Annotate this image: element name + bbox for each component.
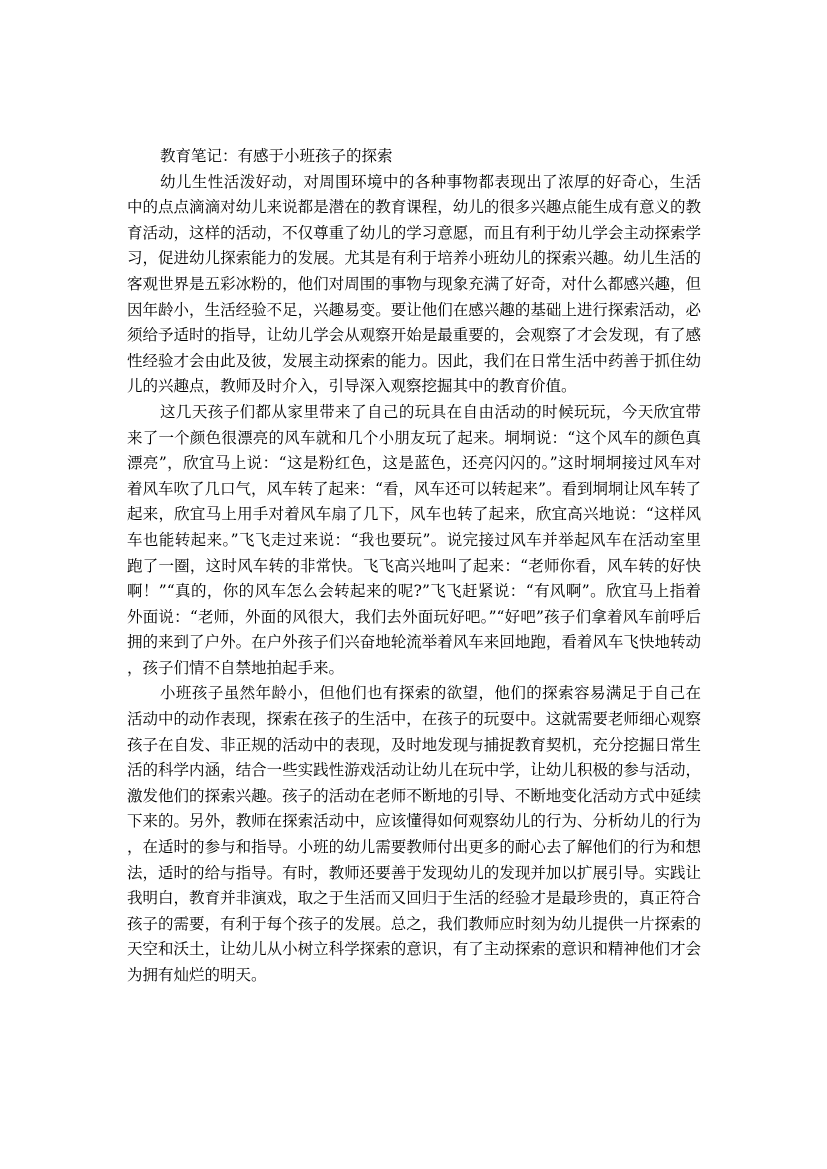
document-title: 教育笔记：有感于小班孩子的探索 [160,147,393,165]
paragraph-pinwheel-story: 这几天孩子们都从家里带来了自己的玩具在自由活动的时候玩玩，今天欣宜带来了一个颜色很漂亮的风车就和几个小朋友玩了起来。垌垌说：“这个风车的颜色真漂亮”，欣宜马上说：“这是粉红色，这是蓝色，还亮闪闪的。”这时垌垌接过风车对着风车吹了几口气，风车转了起来：“看，风车还可以转起来”。看到垌垌让风车转了起来，欣宜马上用手对着风车扇了几下，风车也转了起来，欣宜高兴地说：“这样风车也能转起来。”飞飞走过来说：“我也要玩”。说完接过风车并举起风车在活动室里跑了一圈，这时风车转的非常快。飞飞高兴地叫了起来：“老师你看，风车转的好快啊！”“真的，你的风车怎么会转起来的呢?”飞飞赶紧说：“有风啊”。欣宜马上指着外面说：“老师，外面的风很大，我们去外面玩好吧。”“好吧”孩子们拿着风车前呼后拥的来到了户外。在户外孩子们兴奋地轮流举着风车来回地跑，看着风车飞快地转动，孩子们情不自禁地拍起手来。 [127,402,701,677]
paragraph-reflection: 小班孩子虽然年龄小，但他们也有探索的欲望，他们的探索容易满足于自己在活动中的动作表现，探索在孩子的生活中，在孩子的玩耍中。这就需要老师细心观察孩子在自发、非正规的活动中的表现，及时地发现与捕捉教育契机，充分挖掘日常生活的科学内涵，结合一些实践性游戏活动让幼儿在玩中学，让幼儿积极的参与活动，激发他们的探索兴趣。孩子的活动在老师不断地的引导、不断地变化活动方式中延续下来的。另外，教师在探索活动中，应该懂得如何观察幼儿的行为、分析幼儿的行为，在适时的参与和指导。小班的幼儿需要教师付出更多的耐心去了解他们的行为和想法，适时的给与指导。有时，教师还要善于发现幼儿的发现并加以扩展引导。实践让我明白，教育并非演戏，取之于生活而又回归于生活的经验才是最珍贵的，真正符合孩子的需要，有利于每个孩子的发展。总之，我们教师应时刻为幼儿提供一片探索的天空和沃土，让幼儿从小树立科学探索的意识，有了主动探索的意识和精神他们才会为拥有灿烂的明天。 [127,684,701,984]
paragraph-intro: 幼儿生性活泼好动，对周围环境中的各种事物都表现出了浓厚的好奇心，生活中的点点滴滴对幼儿来说都是潜在的教育课程，幼儿的很多兴趣点能生成有意义的教育活动，这样的活动，不仅尊重了幼儿的学习意愿，而且有利于幼儿学会主动探索学习，促进幼儿探索能力的发展。尤其是有利于培养小班幼儿的探索兴趣。幼儿生活的客观世界是五彩冰粉的，他们对周围的事物与现象充满了好奇，对什么都感兴趣，但因年龄小，生活经验不足，兴趣易变。要让他们在感兴趣的基础上进行探索活动，必须给予适时的指导，让幼儿学会从观察开始是最重要的，会观察了才会发现，有了感性经验才会由此及彼，发展主动探索的能力。因此，我们在日常生活中药善于抓住幼儿的兴趣点，教师及时介入，引导深入观察挖掘其中的教育价值。 [127,172,701,396]
document-page [127,144,701,989]
